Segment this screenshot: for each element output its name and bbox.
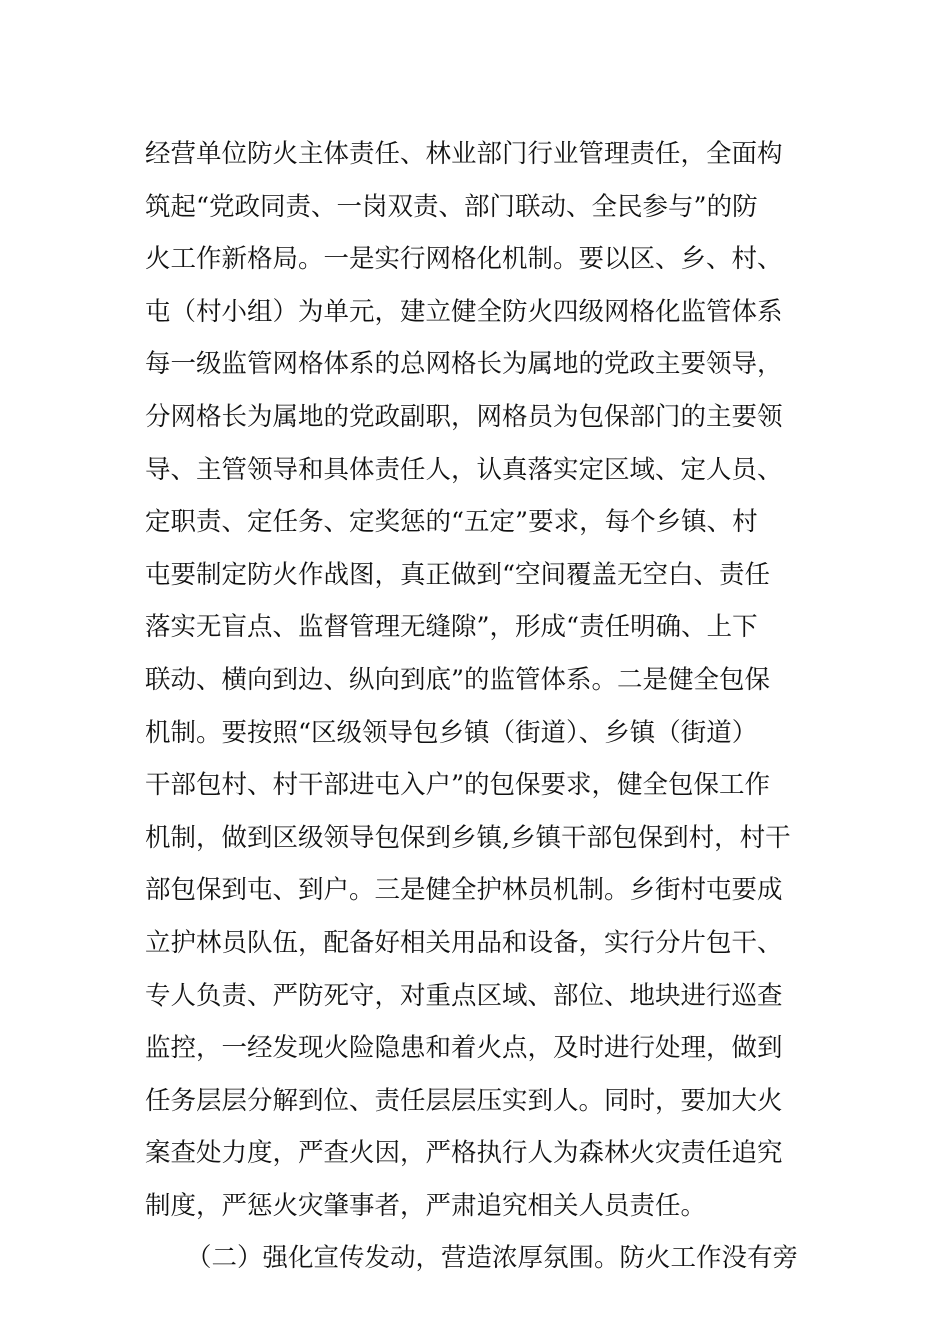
text-line: 制度，严惩火灾肇事者，严肃追究相关人员责任。 <box>145 1190 707 1221</box>
text-line: 干部包村、村干部进屯入户”的包保要求，健全包保工作 <box>145 770 771 801</box>
text-line: 监控，一经发现火险隐患和着火点，及时进行处理，做到 <box>145 1033 783 1064</box>
text-line: 分网格长为属地的党政副职，网格员为包保部门的主要领 <box>145 401 783 432</box>
body-text <box>145 128 825 1285</box>
text-line: 屯（村小组）为单元，建立健全防火四级网格化监管体系 <box>145 296 783 327</box>
text-line: 机制，做到区级领导包保到乡镇,乡镇干部包保到村，村干 <box>145 822 791 853</box>
text-line: 经营单位防火主体责任、林业部门行业管理责任，全面构 <box>145 139 783 169</box>
text-line: 专人负责、严防死守，对重点区域、部位、地块进行巡查 <box>145 980 783 1011</box>
text-line: 每一级监管网格体系的总网格长为属地的党政主要领导， <box>145 349 783 380</box>
text-line: 落实无盲点、监督管理无缝隙”，形成“责任明确、上下 <box>145 612 758 643</box>
text-line: 任务层层分解到位、责任层层压实到人。同时，要加大火 <box>145 1085 783 1116</box>
text-line: 案查处力度，严查火因，严格执行人为森林火灾责任追究 <box>145 1138 783 1169</box>
text-line: 联动、横向到边、纵向到底”的监管体系。二是健全包保 <box>145 664 771 695</box>
text-line: 立护林员队伍，配备好相关用品和设备，实行分片包干、 <box>145 927 783 958</box>
text-line: 导、主管领导和具体责任人，认真落实定区域、定人员、 <box>145 454 783 485</box>
text-line: 屯要制定防火作战图，真正做到“空间覆盖无空白、责任 <box>145 559 771 590</box>
text-line: 机制。要按照“区级领导包乡镇（街道）、乡镇（街道） <box>145 717 758 748</box>
section-heading-line: （二）强化宣传发动，营造浓厚氛围。防火工作没有旁 <box>186 1243 799 1274</box>
text-line: 定职责、定任务、定奖惩的“五定”要求，每个乡镇、村 <box>145 507 758 538</box>
text-line: 火工作新格局。一是实行网格化机制。要以区、乡、村、 <box>145 244 783 275</box>
text-line: 部包保到屯、到户。三是健全护林员机制。乡街村屯要成 <box>145 875 783 906</box>
text-line: 筑起“党政同责、一岗双责、部门联动、全民参与”的防 <box>145 191 758 222</box>
